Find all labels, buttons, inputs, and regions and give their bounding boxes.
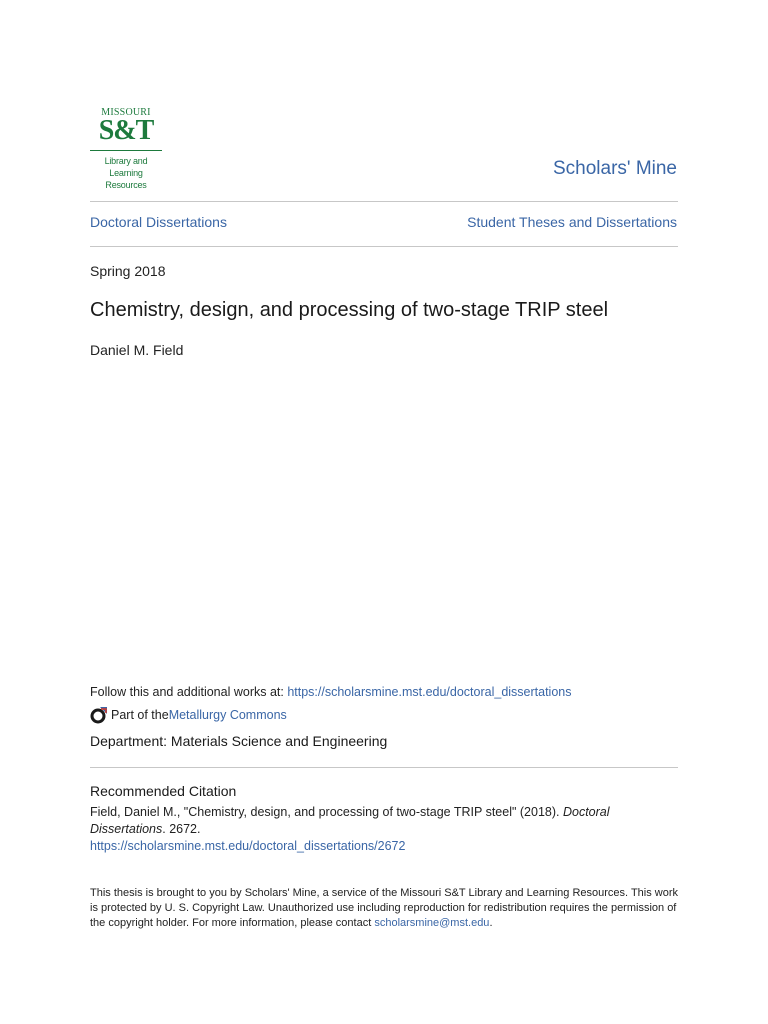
commons-icon bbox=[90, 706, 108, 724]
divider-nav bbox=[90, 246, 678, 247]
copyright-notice bbox=[90, 886, 680, 931]
logo-divider bbox=[90, 150, 162, 151]
citation-part1: Field, Daniel M., "Chemistry, design, and processing of two-stage TRIP steel" (2018). bbox=[90, 805, 563, 819]
notice-end: . bbox=[489, 917, 493, 929]
logo-missouri: MISSOURI bbox=[101, 107, 151, 118]
scholars-mine-link[interactable]: Scholars' Mine bbox=[552, 158, 677, 179]
follow-line bbox=[90, 685, 572, 699]
metallurgy-commons-link[interactable]: Metallurgy Commons bbox=[168, 708, 287, 722]
citation-url-link[interactable]: https://scholarsmine.mst.edu/doctoral_dissertations/2672 bbox=[90, 839, 406, 853]
follow-url-link[interactable]: https://scholarsmine.mst.edu/doctoral_dissertations bbox=[287, 685, 572, 699]
document-author: Daniel M. Field bbox=[90, 342, 184, 358]
part-of-line bbox=[90, 706, 287, 724]
logo-library-text bbox=[90, 155, 162, 191]
divider-citation bbox=[90, 767, 678, 768]
citation-part2: . 2672. bbox=[162, 822, 201, 836]
logo-line-library: Library and bbox=[104, 156, 148, 166]
notice-text: This thesis is brought to you by Scholars' Mine, a service of the Missouri S&T Library and Learning Resources. This work is protected by U. S. Copyright Law. Unauthorized use including reproduction for redistribution requires the permission of the copyright holder. For more information, please contact bbox=[90, 887, 679, 929]
contact-email-link[interactable]: scholarsmine@mst.edu bbox=[374, 917, 490, 929]
department: Department: Materials Science and Engineering bbox=[90, 733, 388, 749]
publication-date: Spring 2018 bbox=[90, 263, 166, 279]
logo-st: S&T bbox=[98, 115, 154, 146]
missouri-st-logo bbox=[90, 107, 164, 190]
follow-prefix: Follow this and additional works at: bbox=[90, 685, 288, 699]
logo-line-learning: Learning Resources bbox=[105, 168, 147, 190]
citation-text bbox=[90, 804, 650, 855]
part-of-prefix: Part of the bbox=[111, 708, 169, 722]
citation-journal: Doctoral Dissertations bbox=[90, 805, 610, 836]
student-theses-link[interactable]: Student Theses and Dissertations bbox=[467, 214, 677, 230]
recommended-citation-heading: Recommended Citation bbox=[90, 783, 237, 799]
document-title: Chemistry, design, and processing of two-stage TRIP steel bbox=[90, 299, 609, 321]
divider-top bbox=[90, 201, 678, 202]
doctoral-dissertations-link[interactable]: Doctoral Dissertations bbox=[90, 214, 227, 230]
